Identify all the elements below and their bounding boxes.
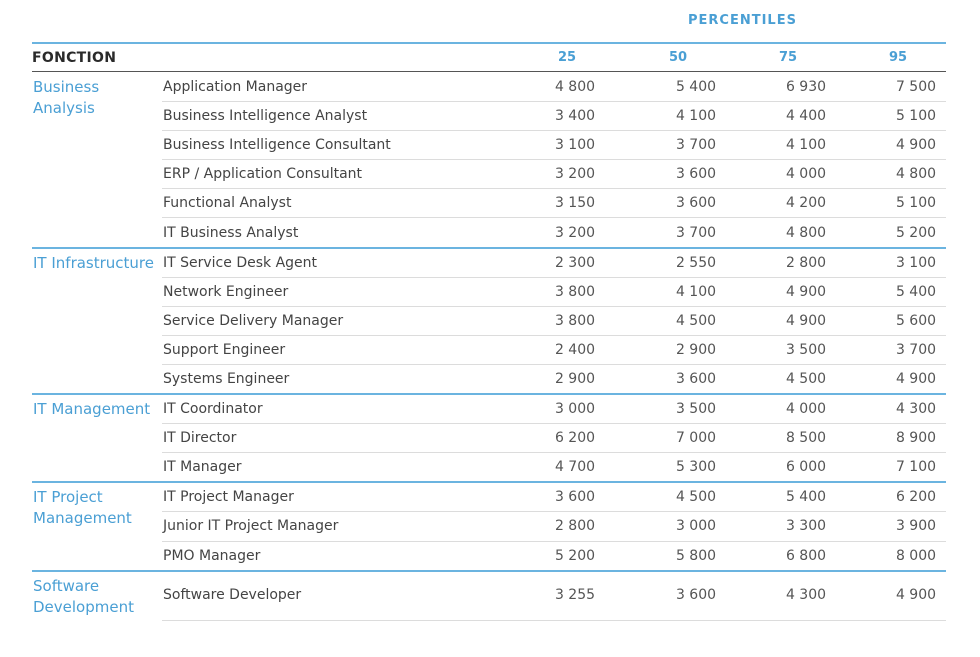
percentile-25-header: 25 bbox=[557, 50, 577, 65]
percentile-50-value: 3 600 bbox=[675, 370, 717, 387]
percentile-25-value: 5 200 bbox=[554, 547, 596, 564]
percentile-50-header: 50 bbox=[668, 50, 688, 65]
percentile-95-value: 5 100 bbox=[895, 195, 937, 212]
percentile-75-value: 5 400 bbox=[785, 489, 827, 506]
percentile-50-value: 3 500 bbox=[675, 401, 717, 418]
percentile-95-value: 5 200 bbox=[895, 224, 937, 241]
table-row bbox=[162, 102, 946, 131]
table-row bbox=[162, 424, 946, 453]
percentile-25-value: 3 000 bbox=[554, 401, 596, 418]
percentile-25-value: 3 200 bbox=[554, 166, 596, 183]
table-row bbox=[162, 131, 946, 160]
percentile-50-value: 4 500 bbox=[675, 489, 717, 506]
percentile-95-value: 6 200 bbox=[895, 489, 937, 506]
percentile-75-value: 4 400 bbox=[785, 108, 827, 125]
percentile-25-value: 2 300 bbox=[554, 254, 596, 271]
percentile-75-value: 2 800 bbox=[785, 254, 827, 271]
role-name: ERP / Application Consultant bbox=[163, 166, 363, 183]
percentile-75-value: 4 200 bbox=[785, 195, 827, 212]
percentile-50-value: 5 400 bbox=[675, 79, 717, 95]
role-name: Support Engineer bbox=[163, 341, 286, 358]
category-section bbox=[32, 572, 946, 620]
table-row bbox=[162, 336, 946, 365]
table-row bbox=[162, 512, 946, 541]
percentile-75-value: 3 500 bbox=[785, 341, 827, 358]
table-row bbox=[162, 395, 946, 424]
category-label: Software Development bbox=[33, 576, 134, 616]
percentile-25-value: 3 600 bbox=[554, 489, 596, 506]
percentile-75-value: 6 800 bbox=[785, 547, 827, 564]
percentile-25-value: 3 800 bbox=[554, 312, 596, 329]
category-section bbox=[32, 249, 946, 395]
section-divider bbox=[162, 620, 946, 621]
percentile-50-value: 7 000 bbox=[675, 430, 717, 447]
percentile-75-value: 4 900 bbox=[785, 312, 827, 329]
percentile-50-value: 3 000 bbox=[675, 518, 717, 535]
percentile-95-value: 8 900 bbox=[895, 430, 937, 447]
percentile-95-value: 4 300 bbox=[895, 401, 937, 418]
percentile-95-value: 8 000 bbox=[895, 547, 937, 564]
role-name: Systems Engineer bbox=[163, 370, 290, 387]
table-row bbox=[162, 453, 946, 482]
percentile-50-value: 5 300 bbox=[675, 459, 717, 476]
percentile-75-value: 4 800 bbox=[785, 224, 827, 241]
percentile-25-value: 2 800 bbox=[554, 518, 596, 535]
percentile-95-value: 4 900 bbox=[895, 137, 937, 154]
percentile-50-value: 2 900 bbox=[675, 341, 717, 358]
table-row bbox=[162, 542, 946, 571]
category-section bbox=[32, 483, 946, 570]
percentile-95-value: 5 400 bbox=[895, 283, 937, 300]
percentile-75-value: 6 930 bbox=[785, 79, 827, 95]
table-row bbox=[162, 189, 946, 218]
percentile-50-value: 4 500 bbox=[675, 312, 717, 329]
fonction-header: FONCTION bbox=[32, 50, 117, 66]
percentile-25-value: 3 200 bbox=[554, 224, 596, 241]
percentile-95-value: 3 900 bbox=[895, 518, 937, 535]
percentile-75-value: 3 300 bbox=[785, 518, 827, 535]
percentile-50-value: 3 600 bbox=[675, 195, 717, 212]
category-section bbox=[32, 73, 946, 248]
percentile-95-value: 4 800 bbox=[895, 166, 937, 183]
percentile-75-value: 4 900 bbox=[785, 283, 827, 300]
percentile-25-value: 3 400 bbox=[554, 108, 596, 125]
percentile-50-value: 3 600 bbox=[675, 586, 717, 603]
category-section bbox=[32, 395, 946, 482]
role-name: IT Manager bbox=[163, 459, 242, 476]
role-name: IT Director bbox=[163, 430, 237, 447]
role-name: Business Intelligence Consultant bbox=[163, 137, 391, 154]
percentile-25-value: 3 150 bbox=[554, 195, 596, 212]
percentile-95-value: 5 600 bbox=[895, 312, 937, 329]
percentile-75-header: 75 bbox=[778, 50, 798, 65]
category-label: IT Management bbox=[33, 400, 151, 419]
percentiles-title: PERCENTILES bbox=[688, 13, 797, 28]
percentile-25-value: 3 800 bbox=[554, 283, 596, 300]
percentile-95-header: 95 bbox=[888, 50, 908, 65]
category-label: IT Infrastructure bbox=[33, 253, 154, 272]
percentile-95-value: 7 100 bbox=[895, 459, 937, 476]
percentile-75-value: 8 500 bbox=[785, 430, 827, 447]
percentile-50-value: 3 700 bbox=[675, 224, 717, 241]
table-row bbox=[162, 483, 946, 512]
percentile-25-value: 6 200 bbox=[554, 430, 596, 447]
role-name: IT Coordinator bbox=[163, 401, 263, 418]
role-name: Software Developer bbox=[163, 586, 302, 603]
percentile-75-value: 4 000 bbox=[785, 166, 827, 183]
table-row bbox=[162, 160, 946, 189]
percentile-50-value: 3 600 bbox=[675, 166, 717, 183]
percentile-95-value: 3 700 bbox=[895, 341, 937, 358]
percentile-95-value: 4 900 bbox=[895, 586, 937, 603]
role-name: Functional Analyst bbox=[163, 195, 292, 212]
category-label: IT Project Management bbox=[33, 488, 132, 528]
percentile-50-value: 4 100 bbox=[675, 283, 717, 300]
percentile-75-value: 6 000 bbox=[785, 459, 827, 476]
percentile-95-value: 3 100 bbox=[895, 254, 937, 271]
percentile-50-value: 4 100 bbox=[675, 108, 717, 125]
percentile-75-value: 4 100 bbox=[785, 137, 827, 154]
role-name: PMO Manager bbox=[163, 547, 261, 564]
percentile-50-value: 5 800 bbox=[675, 547, 717, 564]
table-row bbox=[162, 278, 946, 307]
percentile-25-value: 4 800 bbox=[554, 79, 596, 95]
table-row bbox=[162, 219, 946, 248]
percentile-95-value: 4 900 bbox=[895, 370, 937, 387]
percentile-25-value: 4 700 bbox=[554, 459, 596, 476]
table-header bbox=[32, 44, 946, 71]
role-name: Business Intelligence Analyst bbox=[163, 108, 368, 125]
role-name: Junior IT Project Manager bbox=[163, 518, 339, 535]
percentile-50-value: 2 550 bbox=[675, 254, 717, 271]
role-name: Service Delivery Manager bbox=[163, 312, 344, 329]
percentile-95-value: 7 500 bbox=[895, 79, 937, 95]
role-name: IT Service Desk Agent bbox=[163, 254, 318, 271]
percentile-25-value: 2 400 bbox=[554, 341, 596, 358]
table-row bbox=[162, 73, 946, 102]
percentile-75-value: 4 500 bbox=[785, 370, 827, 387]
percentile-25-value: 3 255 bbox=[554, 586, 596, 603]
percentile-25-value: 2 900 bbox=[554, 370, 596, 387]
table-row bbox=[162, 572, 946, 620]
table-row bbox=[162, 249, 946, 278]
percentile-25-value: 3 100 bbox=[554, 137, 596, 154]
header-bottom-rule bbox=[32, 71, 946, 72]
percentile-50-value: 3 700 bbox=[675, 137, 717, 154]
role-name: IT Business Analyst bbox=[163, 224, 299, 241]
percentile-75-value: 4 000 bbox=[785, 401, 827, 418]
table-row bbox=[162, 307, 946, 336]
role-name: Application Manager bbox=[163, 79, 308, 95]
percentile-95-value: 5 100 bbox=[895, 108, 937, 125]
role-name: Network Engineer bbox=[163, 283, 289, 300]
table-row bbox=[162, 365, 946, 394]
percentile-75-value: 4 300 bbox=[785, 586, 827, 603]
role-name: IT Project Manager bbox=[163, 489, 294, 506]
category-label: Business Analysis bbox=[33, 78, 100, 117]
